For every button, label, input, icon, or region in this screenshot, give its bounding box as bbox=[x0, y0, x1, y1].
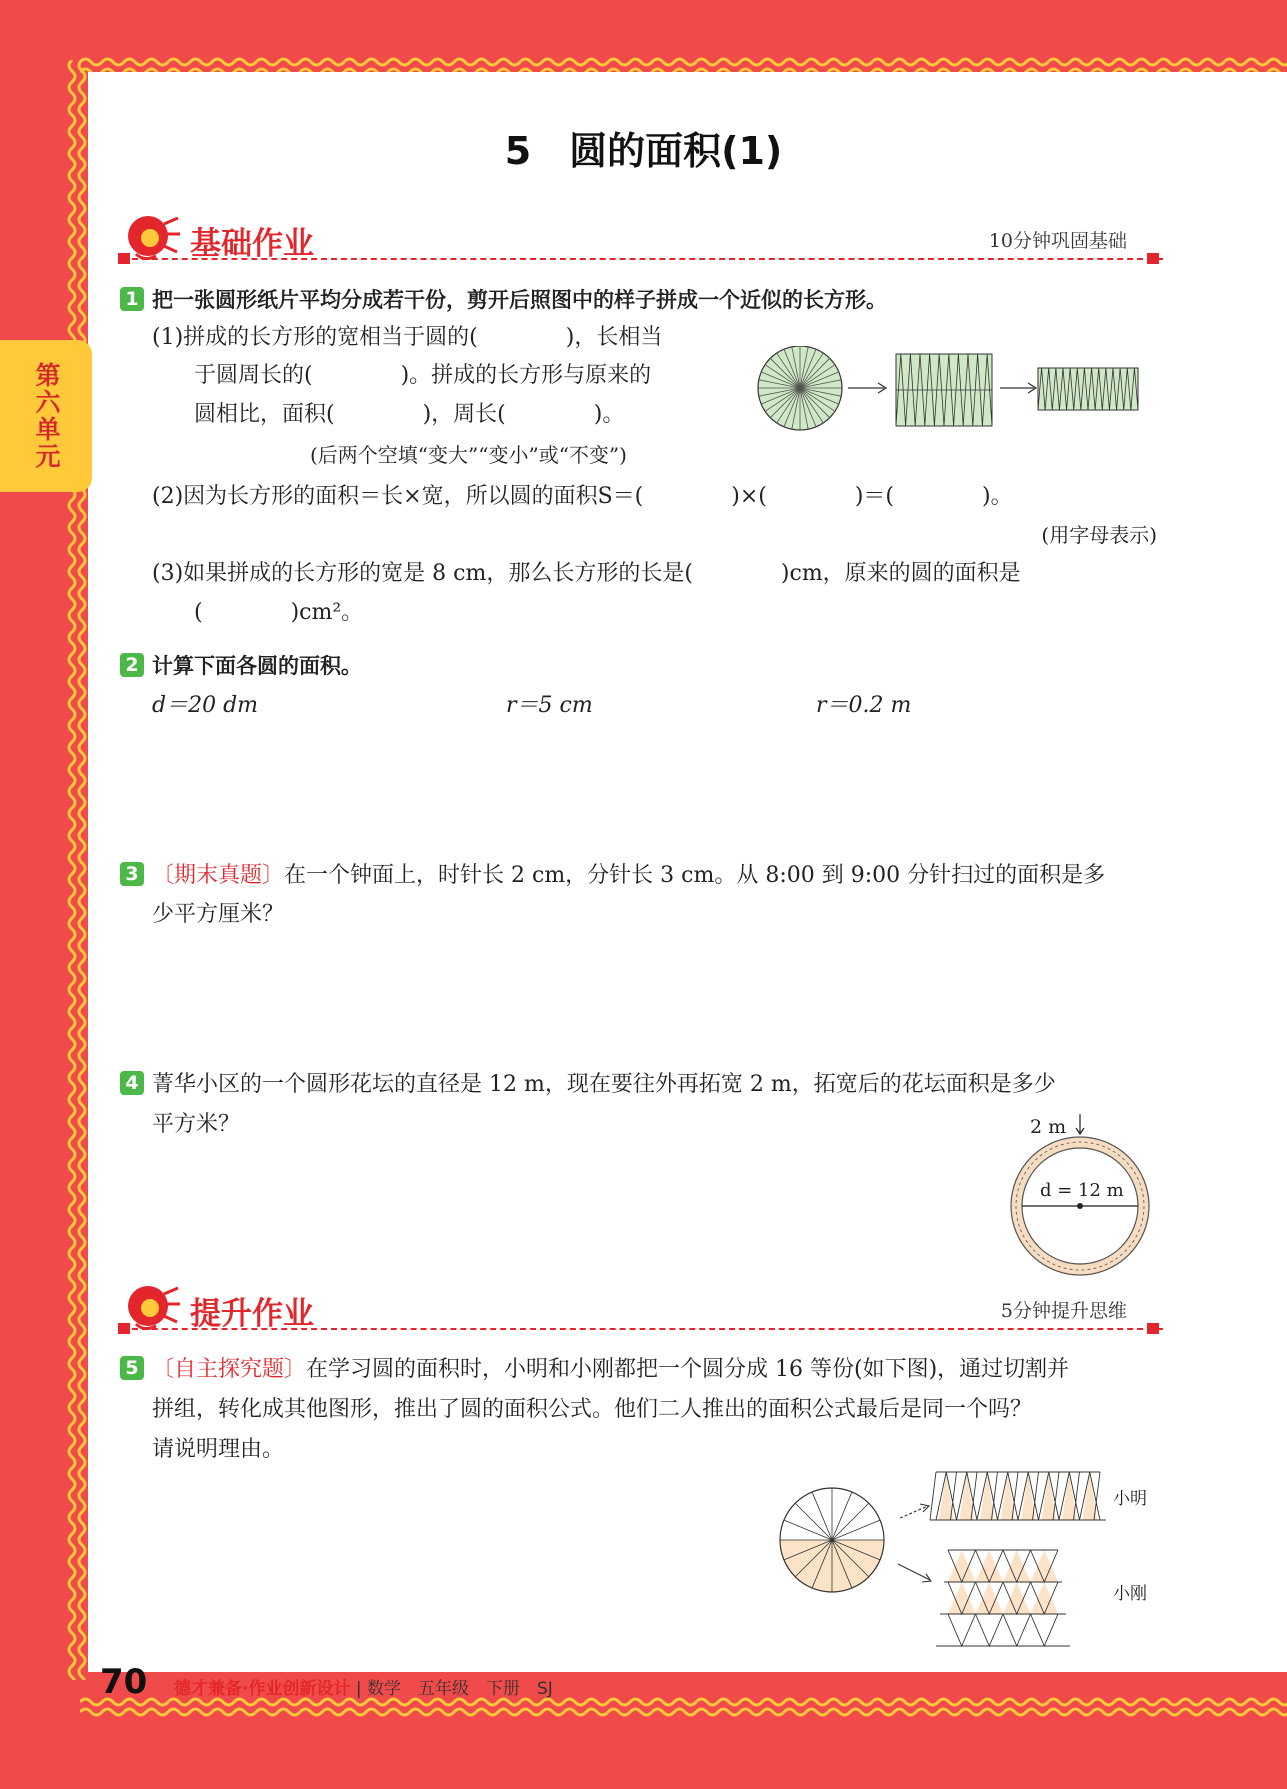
q3-line1: 在一个钟面上，时针长 2 cm，分针长 3 cm。从 8:00 到 9:00 分针扫过的面积是多 bbox=[284, 863, 1106, 888]
q1-part2: (2)因为长方形的面积＝长×宽，所以圆的面积S＝( )×( )＝( )。 bbox=[152, 484, 1013, 509]
q5-line3: 请说明理由。 bbox=[152, 1437, 285, 1462]
footer-book-info: 数学 五年级 下册 SJ bbox=[367, 1679, 553, 1699]
q2-item-a: d＝20 dm bbox=[152, 693, 259, 718]
q1-approx-rect-2 bbox=[1038, 368, 1138, 410]
q3-row1 bbox=[120, 857, 1105, 895]
q5-circle-16-parts bbox=[780, 1488, 884, 1592]
q5-name-xiaogang: 小刚 bbox=[1113, 1584, 1147, 1604]
q1-part2-hint: (用字母表示) bbox=[1041, 523, 1157, 547]
section-basic-note: 10分钟巩固基础 bbox=[988, 230, 1127, 252]
q5-division-figure bbox=[778, 1464, 1168, 1660]
q2-item-c: r＝0.2 m bbox=[816, 693, 912, 718]
q3-number: 3 bbox=[120, 862, 144, 886]
q5-number: 5 bbox=[120, 1356, 144, 1380]
q4-fig-diameter-label: d = 12 m bbox=[1040, 1180, 1124, 1201]
q1-circle-sectors bbox=[758, 346, 842, 430]
q1-stem: 把一张圆形纸片平均分成若干份，剪开后照图中的样子拼成一个近似的长方形。 bbox=[152, 288, 887, 312]
q2-stem: 计算下面各圆的面积。 bbox=[152, 654, 362, 678]
q5-xiaoming-shape bbox=[930, 1472, 1106, 1520]
q5-line2: 拼组，转化成其他图形，推出了圆的面积公式。他们二人推出的面积公式最后是同一个吗？ bbox=[152, 1397, 1033, 1422]
footer-brand: 德才兼备·作业创新设计 bbox=[174, 1679, 351, 1699]
q3-line2: 少平方厘米？ bbox=[152, 902, 285, 927]
section-basic-label: 基础作业 bbox=[190, 226, 314, 262]
q4-fig-width-label: 2 m bbox=[1030, 1116, 1067, 1138]
section-advanced-note: 5分钟提升思维 bbox=[1000, 1300, 1127, 1322]
q1-number: 1 bbox=[120, 287, 144, 311]
divider-end-right bbox=[1147, 1323, 1159, 1334]
q2-number: 2 bbox=[120, 653, 144, 677]
q4-line2: 平方米？ bbox=[152, 1112, 241, 1137]
q5-line1: 在学习圆的面积时，小明和小刚都把一个圆分成 16 等份(如下图)，通过切割并 bbox=[306, 1357, 1070, 1382]
q1-part1-hint: (后两个空填“变大”“变小”或“不变”) bbox=[310, 443, 627, 467]
section-basic-divider bbox=[122, 258, 1163, 260]
q4-row1 bbox=[120, 1066, 1056, 1104]
q5-row1 bbox=[120, 1351, 1069, 1389]
q4-number: 4 bbox=[120, 1071, 144, 1095]
q2-item-b: r＝5 cm bbox=[506, 693, 593, 718]
unit-side-tab bbox=[0, 340, 92, 492]
section-advanced-divider bbox=[122, 1328, 1163, 1330]
q1-part1-line1: (1)拼成的长方形的宽相当于圆的( )，长相当 bbox=[152, 325, 663, 350]
q1-part1-line3: 圆相比，面积( )，周长( )。 bbox=[194, 402, 625, 427]
footer-separator: | bbox=[355, 1679, 362, 1699]
section-advanced-header bbox=[118, 1282, 1163, 1342]
q2-stem-row bbox=[120, 647, 362, 685]
divider-end-left bbox=[118, 1323, 130, 1334]
footer-info bbox=[174, 1674, 553, 1699]
section-advanced-label: 提升作业 bbox=[190, 1296, 314, 1332]
q4-flowerbed-figure bbox=[1000, 1108, 1160, 1278]
q1-circle-to-rectangle-figure bbox=[752, 346, 1142, 446]
page-number: 70 bbox=[100, 1662, 148, 1702]
divider-end-left bbox=[118, 253, 130, 264]
q5-xiaogang-shape bbox=[936, 1550, 1070, 1646]
q5-tag: 〔自主探究题〕 bbox=[152, 1357, 307, 1382]
section-basic-header bbox=[118, 212, 1163, 272]
divider-end-right bbox=[1147, 253, 1159, 264]
unit-side-tab-label: 第六单元 bbox=[32, 362, 61, 470]
q1-part1-line2: 于圆周长的( )。拼成的长方形与原来的 bbox=[194, 363, 652, 388]
q1-approx-rect-1 bbox=[896, 354, 992, 426]
page-title: 5 圆的面积(1) bbox=[504, 129, 783, 173]
q1-part3-line2: ( )cm²。 bbox=[194, 600, 364, 625]
q1-stem-row bbox=[120, 281, 887, 319]
q4-line1: 菁华小区的一个圆形花坛的直径是 12 m，现在要往外再拓宽 2 m，拓宽后的花坛面积是多少 bbox=[152, 1072, 1056, 1097]
q5-name-xiaoming: 小明 bbox=[1113, 1489, 1147, 1509]
q3-tag: 〔期末真题〕 bbox=[152, 863, 285, 888]
q1-part3-line1: (3)如果拼成的长方形的宽是 8 cm，那么长方形的长是( )cm，原来的圆的面积是 bbox=[152, 561, 1021, 586]
